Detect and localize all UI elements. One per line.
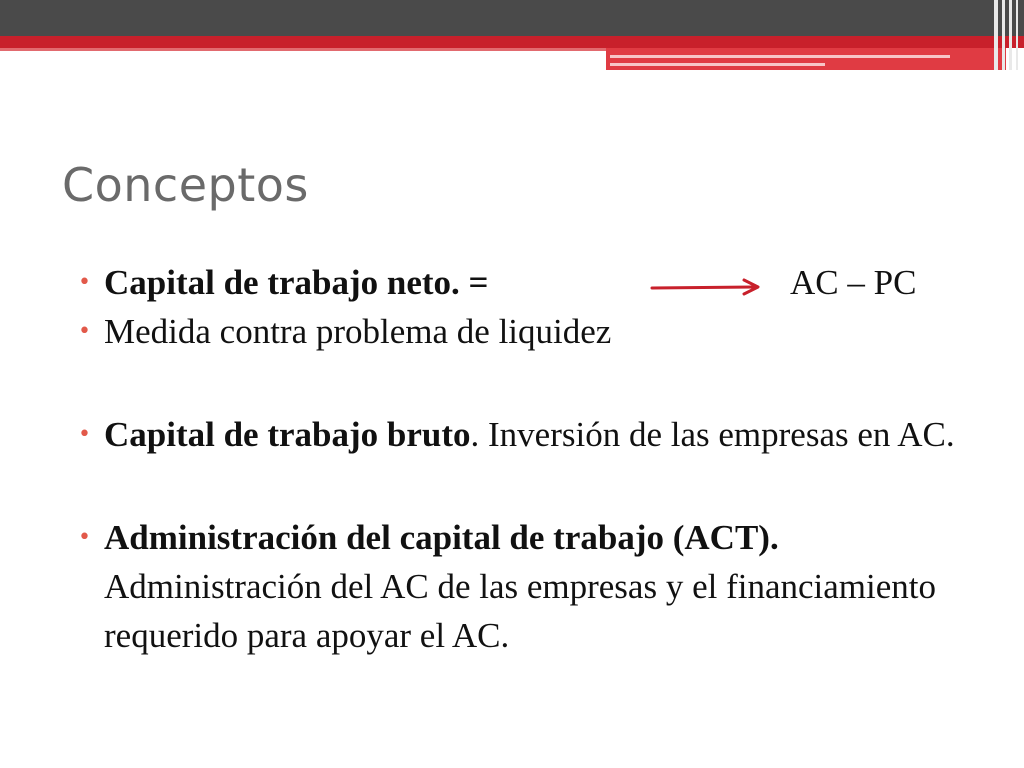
bullet-dot-icon: • [78,422,91,447]
bullet-item [78,307,978,356]
header-tab-line [610,55,950,58]
slide-title: Conceptos [62,158,309,212]
bullet-text: Administración del AC de las empresas y el financiamiento requerido para apoyar el AC. [104,567,937,655]
header-red-band [0,36,1024,48]
header-red-tab [606,48,1006,70]
arrow-right-icon [650,274,768,298]
bullet-bold-text: Capital de trabajo bruto [104,415,471,454]
header-edge-stripes [992,0,1024,70]
bullet-text: Medida contra problema de liquidez [104,312,612,351]
bullet-bold-text: Administración del capital de trabajo (ACT). [104,518,779,557]
bullet-text: . Inversión de las empresas en AC. [470,415,955,454]
bullet-dot-icon: • [78,319,91,344]
header-tab-line [610,63,825,66]
bullet-bold-text: Capital de trabajo neto. = [104,263,489,302]
spacer [78,459,978,513]
bullet-dot-icon: • [78,270,91,295]
bullet-item [78,410,978,459]
spacer [78,356,978,410]
formula-text: AC – PC [790,263,917,302]
bullet-dot-icon: • [78,525,91,550]
bullet-item [78,513,978,660]
header-red-underline [0,48,610,51]
bullet-list [78,258,978,660]
header-dark-bar [0,0,1024,36]
